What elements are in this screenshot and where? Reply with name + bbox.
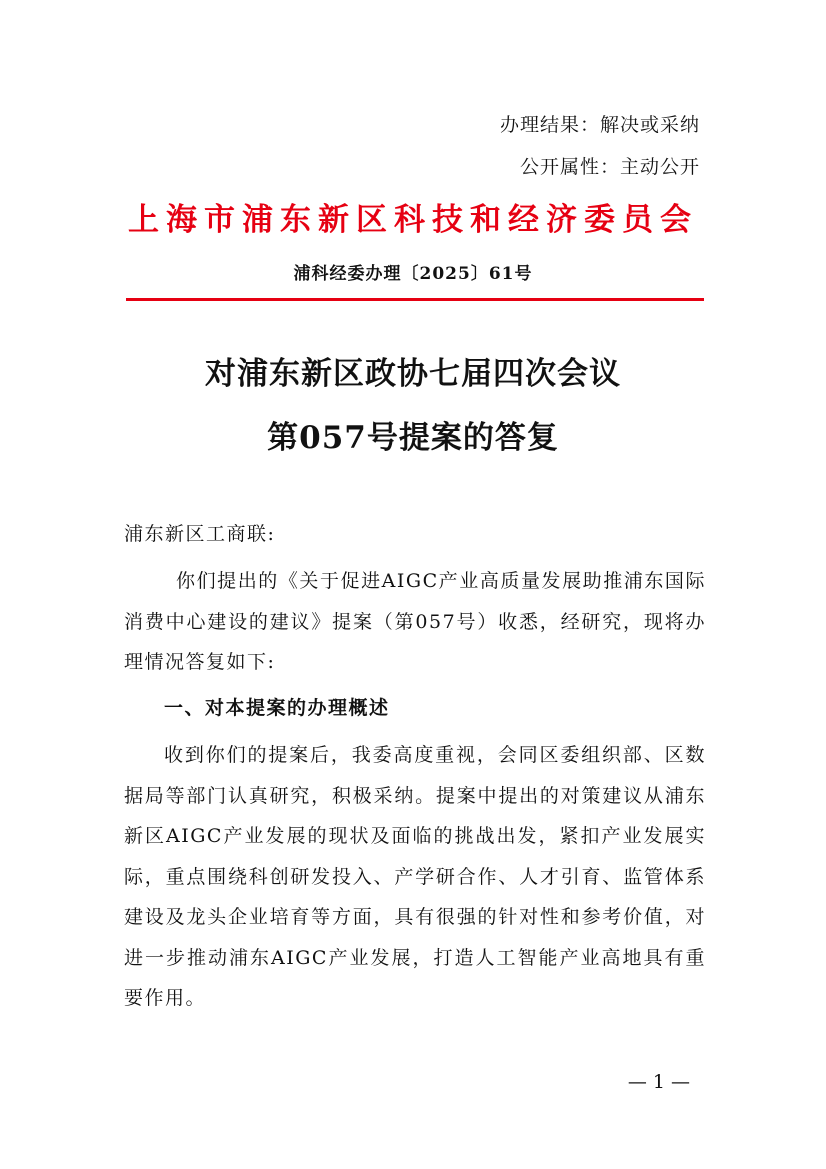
page-number: — 1 — bbox=[627, 1071, 690, 1093]
section-1-paragraph: 收到你们的提案后，我委高度重视，会同区委组织部、区数据局等部门认真研究，积极采纳。提案中提出的对策建议从浦东新区AIGC产业发展的现状及面临的挑战出发，紧扣产业发展实际，重点围绕科创研发投入、产学研合作、人才引育、监管体系建设及龙头企业培育等方面，具有很强的针对性和参考价值，对进一步推动浦东AIGC产业发展，打造人工智能产业高地具有重要作用。 bbox=[124, 744, 706, 1009]
disclosure-attribute-label: 公开属性：主动公开 bbox=[519, 156, 700, 178]
organization-header: 上海市浦东新区科技和经济委员会 bbox=[128, 202, 698, 238]
salutation: 浦东新区工商联: bbox=[124, 523, 276, 545]
document-title-line-2: 第057号提案的答复 bbox=[267, 420, 559, 456]
handling-result-label: 办理结果：解决或采纳 bbox=[499, 114, 700, 136]
section-heading-1: 一、对本提案的办理概述 bbox=[164, 697, 390, 719]
intro-paragraph: 你们提出的《关于促进AIGC产业高质量发展助推浦东国际消费中心建设的建议》提案（第057号）收悉，经研究，现将办理情况答复如下: bbox=[124, 570, 706, 673]
document-title-line-1: 对浦东新区政协七届四次会议 bbox=[205, 356, 621, 392]
red-divider-line bbox=[126, 298, 704, 301]
document-number: 浦科经委办理〔2025〕61号 bbox=[293, 264, 533, 284]
